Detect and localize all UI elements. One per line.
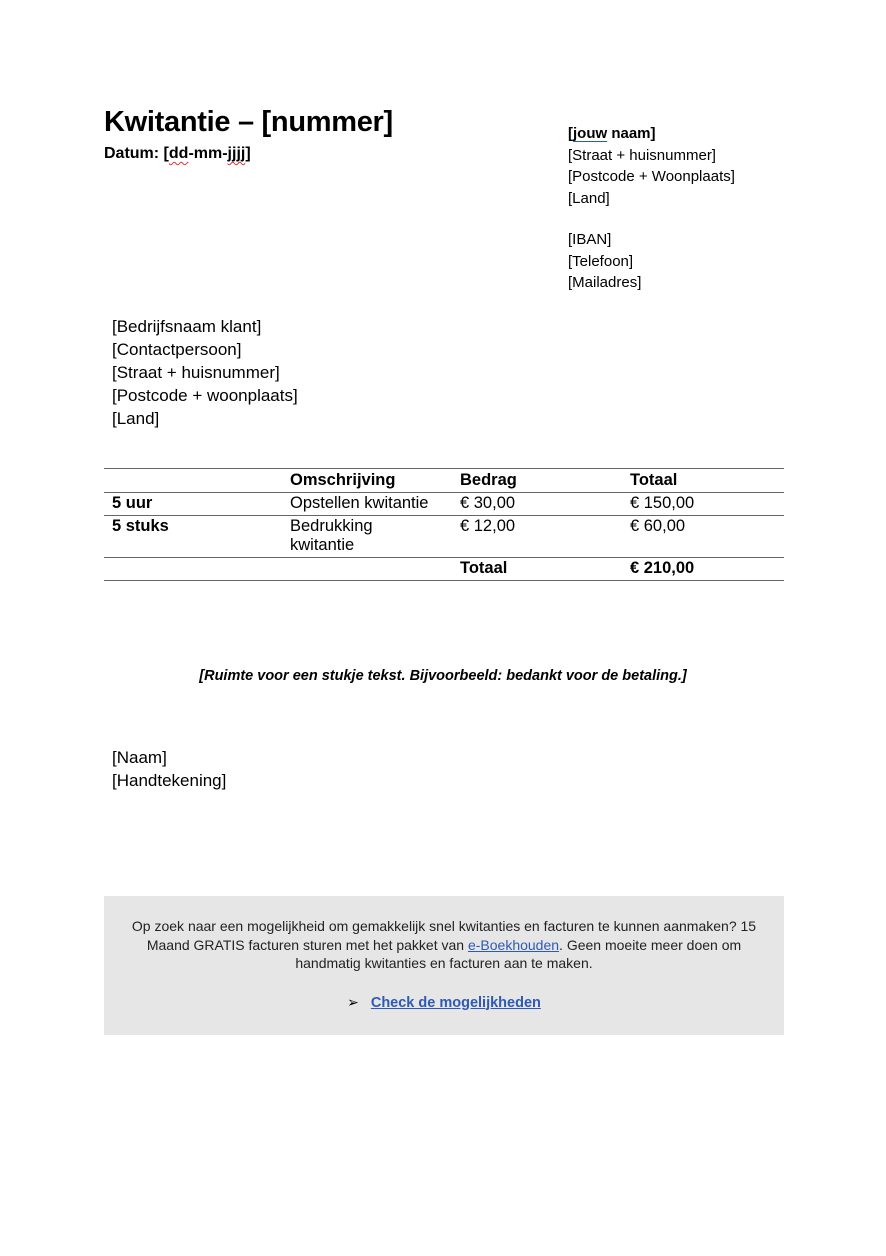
client-country: [Land] [112,409,160,428]
sender-street: [Straat + huisnummer] [568,146,716,164]
row-quantity: 5 stuks [104,516,282,558]
signature-name: [Naam] [112,748,167,767]
header-total: Totaal [622,469,784,493]
document-title: Kwitantie – [nummer] [104,106,393,138]
client-street: [Straat + huisnummer] [112,363,280,382]
date-year-placeholder: jjjj [227,145,246,162]
footer-total-label: Totaal [452,558,622,581]
receipt-items-table [104,468,784,581]
promo-cta [122,993,766,1013]
document-date [104,145,251,163]
date-day-placeholder: dd [168,145,189,162]
date-label: Datum: [ [104,145,169,162]
sender-email: [Mailadres] [568,274,642,291]
sender-postcode: [Postcode + Woonplaats] [568,168,735,185]
client-company: [Bedrijfsnaam klant] [112,317,262,336]
footer-empty [282,558,452,581]
e-boekhouden-link[interactable]: e-Boekhouden [467,936,560,953]
client-address-block [112,315,298,430]
signature-block [112,746,226,792]
promo-text: Op zoek naar een mogelijkheid om gemakkelijk snel kwitanties en facturen te kunnen aanmaken? 15 Maand GRATIS facturen sturen met het pakket van e-Boekhouden. Geen moeite meer doen om handmatig kwitanties en facturen aan te maken. [131,918,757,971]
table-footer-row [104,558,784,581]
row-description: Bedrukking kwitantie [282,516,452,558]
footer-total-value: € 210,00 [622,558,784,581]
row-total: € 150,00 [622,493,784,516]
signature-sign: [Handtekening] [112,771,227,790]
sender-country: [Land] [568,189,610,207]
row-quantity: 5 uur [104,493,282,516]
client-contact: [Contactpersoon] [112,340,242,359]
table-row [104,493,784,516]
row-amount: € 30,00 [452,493,622,516]
header-description: Omschrijving [282,469,452,493]
promo-box [104,896,784,1035]
sender-name-word: jouw [573,125,608,142]
row-description: Opstellen kwitantie [282,493,452,516]
date-close: ] [245,145,251,162]
client-postcode: [Postcode + woonplaats] [112,386,298,405]
thank-you-note: [Ruimte voor een stukje tekst. Bijvoorbeeld: bedankt voor de betaling.] [199,668,687,684]
sender-name: [jouw naam] [568,125,656,142]
spacer [568,209,735,229]
header-quantity [104,469,282,493]
sender-phone: [Telefoon] [568,252,634,270]
row-amount: € 12,00 [452,516,622,558]
sender-address-block [568,123,735,294]
arrow-bullet-icon: ➢ [347,993,359,1010]
check-options-link[interactable]: Check de mogelijkheden [370,994,541,1011]
row-total: € 60,00 [622,516,784,558]
header-amount: Bedrag [452,469,622,493]
table-header-row [104,469,784,493]
table-row [104,516,784,558]
sender-iban: [IBAN] [568,231,612,248]
date-month-placeholder: -mm- [188,145,228,162]
footer-empty [104,558,282,581]
